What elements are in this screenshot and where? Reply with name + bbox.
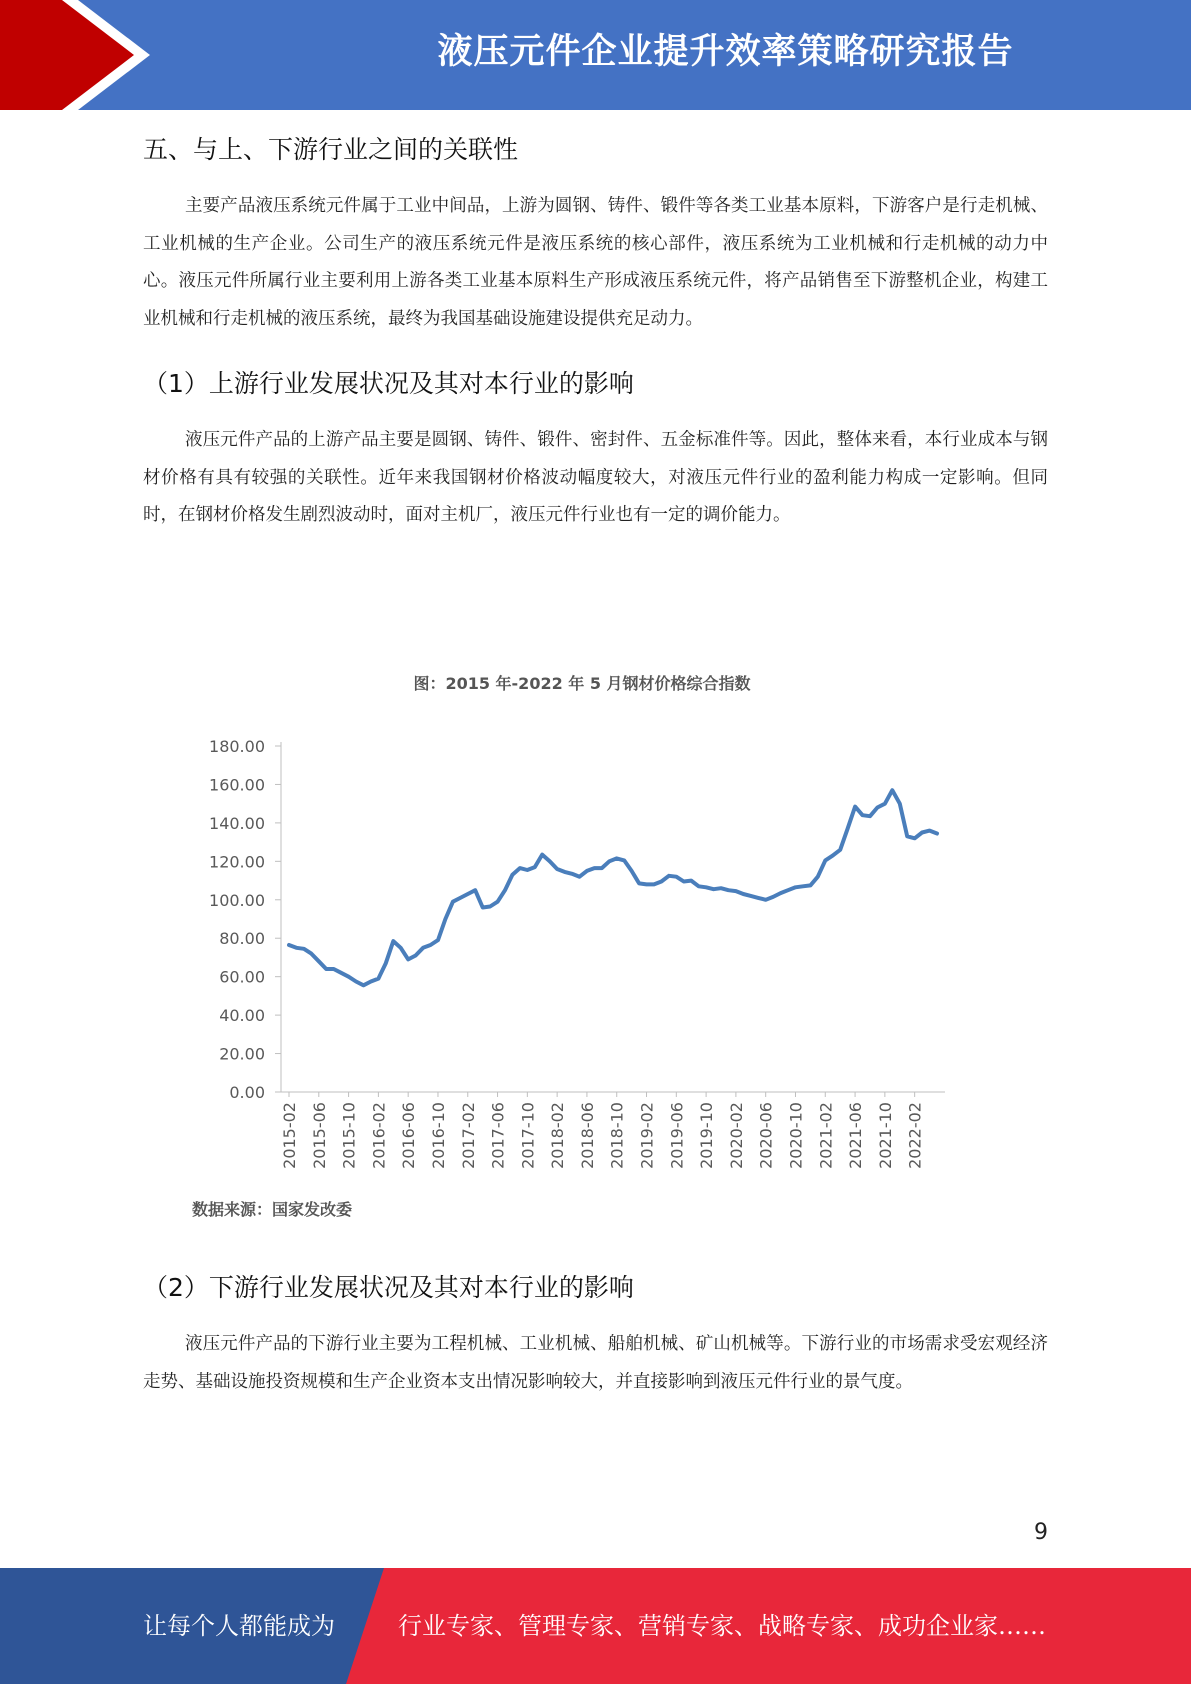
data-point: [876, 806, 879, 809]
data-point: [317, 960, 320, 963]
data-point: [593, 867, 596, 870]
data-point: [764, 898, 767, 901]
data-point: [414, 954, 417, 957]
data-point: [399, 946, 402, 949]
x-tick-label: 2019-10: [697, 1102, 717, 1169]
data-point: [913, 837, 916, 840]
data-point: [779, 892, 782, 895]
data-point: [608, 860, 611, 863]
data-point: [653, 883, 656, 886]
x-tick-label: 2021-10: [875, 1102, 895, 1169]
data-point: [854, 805, 857, 808]
page-number: 9: [1034, 1520, 1048, 1545]
x-tick-label: 2021-02: [816, 1102, 836, 1169]
data-point: [697, 885, 700, 888]
data-point: [310, 952, 313, 955]
data-point: [347, 975, 350, 978]
data-point: [459, 896, 462, 899]
x-tick-label: 2020-02: [726, 1102, 746, 1169]
steel-price-index-line: [289, 790, 937, 985]
data-point: [563, 870, 566, 873]
data-point: [772, 895, 775, 898]
y-tick-label: 120.00: [209, 852, 265, 872]
upstream-paragraph: 液压元件产品的上游产品主要是圆钢、铸件、锻件、密封件、五金标准件等。因此，整体来看，本行业成本与钢材价格有具有较强的关联性。近年来我国钢材价格波动幅度较大，对液压元件行业的盈利能力构成一定影响。但同时，在钢材价格发生剧烈波动时，面对主机厂，液压元件行业也有一定的调价能力。: [143, 430, 1048, 525]
data-point: [466, 893, 469, 896]
data-point: [794, 886, 797, 889]
data-point: [906, 835, 909, 838]
data-point: [518, 867, 521, 870]
x-tick-label: 2016-06: [399, 1102, 419, 1169]
x-tick-label: 2020-10: [786, 1102, 806, 1169]
data-point: [407, 958, 410, 961]
data-point: [429, 944, 432, 947]
data-point: [921, 831, 924, 834]
x-tick-label: 2020-06: [756, 1102, 776, 1169]
data-point: [831, 854, 834, 857]
data-point: [824, 859, 827, 862]
y-tick-label: 160.00: [209, 775, 265, 795]
footer-bar: [0, 1568, 1191, 1684]
x-tick-label: 2017-06: [488, 1102, 508, 1169]
data-point: [422, 946, 425, 949]
downstream-paragraph: 液压元件产品的下游行业主要为工程机械、工业机械、船舶机械、矿山机械等。下游行业的市场需求受宏观经济走势、基础设施投资规模和生产企业资本支出情况影响较大，并直接影响到液压元件行业的景气度。: [143, 1334, 1048, 1392]
data-point: [727, 889, 730, 892]
data-point: [489, 905, 492, 908]
data-point: [541, 853, 544, 856]
x-tick-label: 2018-06: [577, 1102, 597, 1169]
data-point: [600, 867, 603, 870]
y-tick-label: 60.00: [219, 967, 265, 987]
data-point: [720, 887, 723, 890]
data-point: [578, 875, 581, 878]
data-point: [526, 869, 529, 872]
x-tick-label: 2015-02: [280, 1102, 299, 1169]
data-point: [846, 827, 849, 830]
y-tick-label: 0.00: [229, 1083, 265, 1102]
data-point: [682, 880, 685, 883]
data-point: [302, 947, 305, 950]
report-title: 液压元件企业提升效率策略研究报告: [437, 32, 1014, 72]
data-point: [451, 900, 454, 903]
data-point: [675, 875, 678, 878]
steel-price-chart: [0, 636, 1191, 1236]
data-point: [504, 889, 507, 892]
footer-slogan-right: 行业专家、管理专家、营销专家、战略专家、成功企业家……: [398, 1612, 1046, 1640]
data-point: [787, 889, 790, 892]
data-point: [928, 829, 931, 832]
data-point: [392, 940, 395, 943]
y-tick-label: 80.00: [219, 929, 265, 949]
y-tick-label: 180.00: [209, 737, 265, 756]
data-point: [705, 886, 708, 889]
data-point: [742, 893, 745, 896]
data-point: [839, 848, 842, 851]
data-point: [384, 962, 387, 965]
data-point: [861, 814, 864, 817]
header-arrow-decoration: [0, 0, 150, 110]
data-point: [734, 890, 737, 893]
data-point: [816, 875, 819, 878]
data-point: [898, 802, 901, 805]
data-point: [474, 889, 477, 892]
downstream-heading: （2）下游行业发展状况及其对本行业的影响: [143, 1273, 634, 1302]
data-point: [638, 882, 641, 885]
x-tick-label: 2018-10: [607, 1102, 627, 1169]
data-point: [667, 874, 670, 877]
data-point: [437, 939, 440, 942]
y-tick-label: 20.00: [219, 1044, 265, 1064]
upstream-heading: （1）上游行业发展状况及其对本行业的影响: [143, 369, 634, 398]
main-content: [143, 124, 1048, 555]
data-point: [481, 906, 484, 909]
data-point: [615, 857, 618, 860]
data-point: [936, 832, 939, 835]
data-point: [556, 868, 559, 871]
data-point: [355, 980, 358, 983]
chart-title: 图：2015 年-2022 年 5 月钢材价格综合指数: [413, 674, 751, 693]
data-point: [369, 980, 372, 983]
data-point: [571, 872, 574, 875]
y-tick-label: 40.00: [219, 1006, 265, 1026]
data-point: [801, 885, 804, 888]
x-tick-label: 2019-06: [667, 1102, 687, 1169]
data-point: [660, 880, 663, 883]
data-point: [630, 869, 633, 872]
data-point: [362, 984, 365, 987]
data-point: [511, 873, 514, 876]
data-point: [548, 860, 551, 863]
data-point: [288, 944, 291, 947]
x-tick-label: 2015-06: [309, 1102, 329, 1169]
data-point: [749, 894, 752, 897]
data-point: [883, 802, 886, 805]
data-point: [496, 900, 499, 903]
data-point: [712, 888, 715, 891]
chart-canvas: [0, 636, 1191, 1196]
data-point: [757, 896, 760, 899]
footer-slogan-left: 让每个人都能成为: [143, 1612, 335, 1640]
x-tick-label: 2019-02: [637, 1102, 657, 1169]
data-point: [377, 977, 380, 980]
chart-source-note: 数据来源：国家发改委: [192, 1200, 353, 1219]
data-point: [891, 789, 894, 792]
x-tick-label: 2017-02: [458, 1102, 478, 1169]
data-point: [585, 869, 588, 872]
data-point: [645, 883, 648, 886]
data-point: [809, 884, 812, 887]
x-tick-label: 2018-02: [548, 1102, 568, 1169]
y-tick-label: 100.00: [209, 890, 265, 910]
x-tick-label: 2017-10: [518, 1102, 538, 1169]
data-point: [295, 946, 298, 949]
x-tick-label: 2021-06: [846, 1102, 866, 1169]
section-heading: 五、与上、下游行业之间的关联性: [143, 135, 519, 164]
y-tick-label: 140.00: [209, 813, 265, 833]
header-bar: [0, 0, 1191, 110]
data-point: [332, 968, 335, 971]
x-tick-label: 2015-10: [339, 1102, 359, 1169]
data-point: [444, 918, 447, 921]
x-tick-label: 2022-02: [905, 1102, 925, 1169]
data-point: [533, 866, 536, 869]
x-tick-label: 2016-10: [428, 1102, 448, 1169]
data-point: [325, 968, 328, 971]
downstream-block: [143, 1262, 1048, 1421]
data-point: [869, 815, 872, 818]
x-tick-label: 2016-02: [369, 1102, 389, 1169]
section-paragraph: 主要产品液压系统元件属于工业中间品，上游为圆钢、铸件、锻件等各类工业基本原料，下游客户是行走机械、工业机械的生产企业。公司生产的液压系统元件是液压系统的核心部件，液压系统为工业机械和行走机械的动力中心。液压元件所属行业主要利用上游各类工业基本原料生产形成液压系统元件，将产品销售至下游整机企业，构建工业机械和行走机械的液压系统，最终为我国基础设施建设提供充足动力。: [143, 196, 1048, 329]
data-point: [623, 859, 626, 862]
data-point: [340, 971, 343, 974]
data-point: [690, 879, 693, 882]
